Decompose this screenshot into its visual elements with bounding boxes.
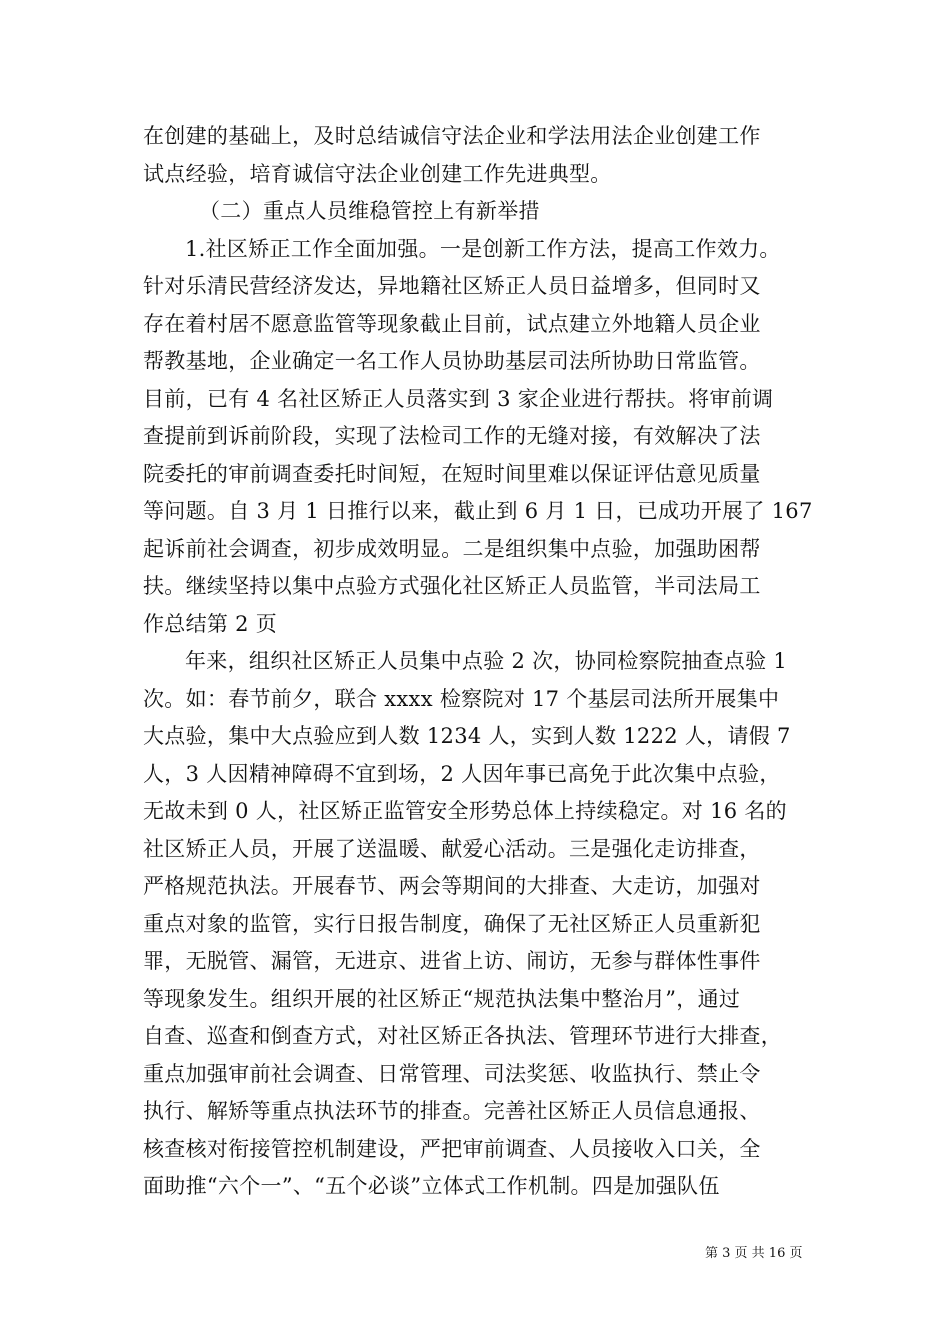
text-line: 重点对象的监管，实行日报告制度，确保了无社区矫正人员重新犯: [143, 911, 761, 936]
text-line: 存在着村居不愿意监管等现象截止目前，试点建立外地籍人员企业: [143, 311, 761, 336]
text-line: 大点验，集中大点验应到人数 1234 人，实到人数 1222 人，请假 7: [143, 724, 791, 748]
text-line: 面助推“六个一”、“五个必谈”立体式工作机制。四是加强队伍: [143, 1174, 720, 1198]
text-line: 严格规范执法。开展春节、两会等期间的大排查、大走访，加强对: [143, 874, 761, 898]
page-number-footer: 第 3 页 共 16 页: [705, 1246, 803, 1261]
text-line: 目前，已有 4 名社区矫正人员落实到 3 家企业进行帮扶。将审前调: [143, 386, 774, 411]
text-line: 重点加强审前社会调查、日常管理、司法奖惩、收监执行、禁止令: [143, 1061, 761, 1086]
text-line: 无故未到 0 人，社区矫正监管安全形势总体上持续稳定。对 16 名的: [143, 799, 787, 823]
text-line: 1.社区矫正工作全面加强。一是创新工作方法，提高工作效力。: [185, 236, 781, 261]
text-line: 针对乐清民营经济发达，异地籍社区矫正人员日益增多，但同时又: [143, 274, 761, 298]
text-line: 人，3 人因精神障碍不宜到场，2 人因年事已高免于此次集中点验，: [143, 761, 781, 786]
text-line: 扶。继续坚持以集中点验方式强化社区矫正人员监管，半司法局工: [143, 574, 761, 598]
text-line: 等问题。自 3 月 1 日推行以来，截止到 6 月 1 日，已成功开展了 167: [143, 499, 813, 523]
text-line: 核查核对衔接管控机制建设，严把审前调查、人员接收入口关，全: [143, 1136, 761, 1161]
text-line: 在创建的基础上，及时总结诚信守法企业和学法用法企业创建工作: [143, 124, 761, 148]
section-heading: （二）重点人员维稳管控上有新举措: [199, 199, 540, 223]
text-line: 自查、巡查和倒查方式，对社区矫正各执法、管理环节进行大排查，: [143, 1024, 782, 1048]
text-line: 作总结第 2 页: [143, 611, 278, 636]
text-line: 起诉前社会调查，初步成效明显。二是组织集中点验，加强助困帮: [143, 536, 761, 561]
text-line: 等现象发生。组织开展的社区矫正“规范执法集中整治月”，通过: [143, 986, 741, 1011]
text-line: 院委托的审前调查委托时间短，在短时间里难以保证评估意见质量: [143, 461, 761, 486]
text-line: 社区矫正人员，开展了送温暖、献爱心活动。三是强化走访排查，: [143, 836, 761, 861]
text-line: 年来，组织社区矫正人员集中点验 2 次，协同检察院抽查点验 1: [185, 649, 788, 673]
text-line: 执行、解矫等重点执法环节的排查。完善社区矫正人员信息通报、: [143, 1099, 761, 1123]
text-line: 帮教基地，企业确定一名工作人员协助基层司法所协助日常监管。: [143, 349, 761, 373]
text-line: 罪，无脱管、漏管，无进京、进省上访、闹访，无参与群体性事件: [143, 949, 761, 973]
text-line: 试点经验，培育诚信守法企业创建工作先进典型。: [143, 161, 612, 186]
text-line: 查提前到诉前阶段，实现了法检司工作的无缝对接，有效解决了法: [143, 424, 761, 448]
text-line: 次。如：春节前夕，联合 xxxx 检察院对 17 个基层司法所开展集中: [143, 686, 780, 711]
document-body: [143, 118, 813, 1206]
